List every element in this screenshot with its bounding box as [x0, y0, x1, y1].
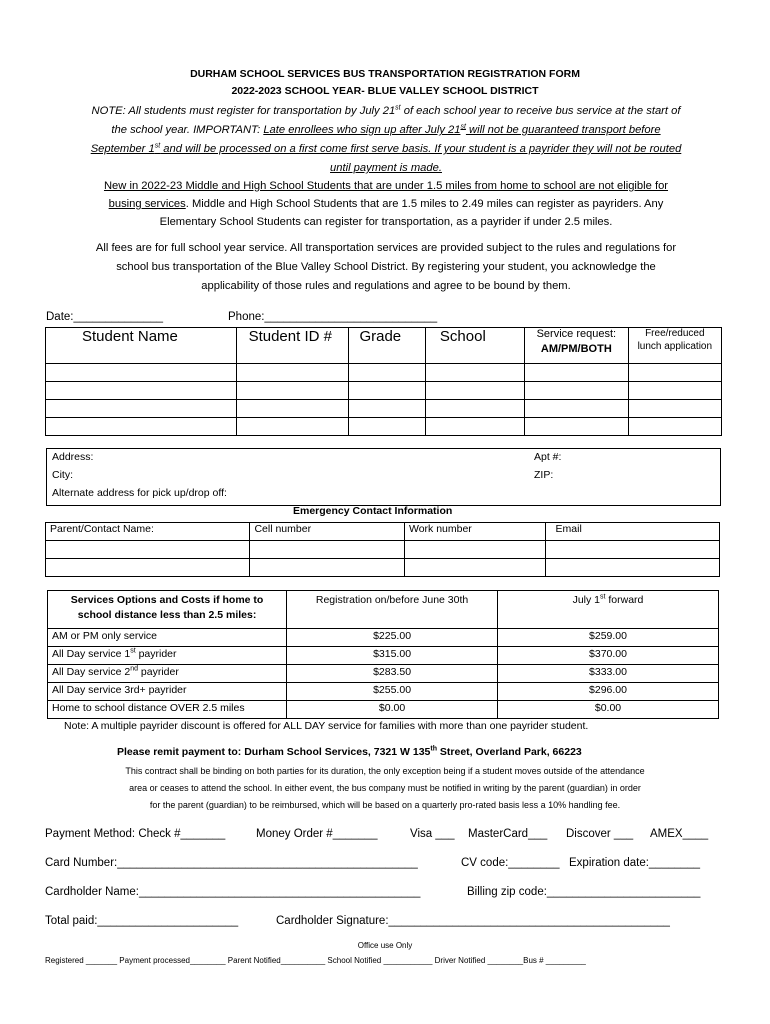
- service-name: Home to school distance OVER 2.5 miles: [48, 701, 287, 719]
- city-label: City:: [52, 469, 73, 481]
- check-number-field[interactable]: Payment Method: Check #_______: [45, 828, 226, 840]
- zip-label: ZIP:: [534, 469, 554, 481]
- services-options-header: Services Options and Costs if home to school distance less than 2.5 miles:: [48, 591, 287, 629]
- cv-code-field[interactable]: CV code:________: [461, 857, 560, 869]
- service-cost-early: $0.00: [287, 701, 498, 719]
- office-use-line: Registered _______ Payment processed________ Parent Notified__________ School Notified ___________ Driver Notified ________Bus # _________: [45, 956, 586, 965]
- mastercard-checkbox[interactable]: MasterCard___: [468, 828, 548, 840]
- student-row[interactable]: [46, 364, 722, 382]
- fees-line-2: school bus transportation of the Blue Valley School District. By registering your student, you acknowledge the: [116, 261, 656, 273]
- money-order-field[interactable]: Money Order #_______: [256, 828, 378, 840]
- service-name: AM or PM only service: [48, 629, 287, 647]
- note-line-1: NOTE: All students must register for transportation by July 21st of each school year to receive bus service at the start of: [91, 104, 681, 117]
- alternate-address-label: Alternate address for pick up/drop off:: [52, 487, 227, 499]
- service-row: [48, 629, 719, 647]
- fees-line-1: All fees are for full school year service. All transportation services are provided subject to the rules and regulations for: [95, 242, 677, 254]
- services-table: [47, 590, 719, 719]
- student-row[interactable]: [46, 400, 722, 418]
- service-cost-early: $225.00: [287, 629, 498, 647]
- service-cost-late: $333.00: [498, 665, 719, 683]
- date-field[interactable]: Date:______________: [46, 311, 164, 323]
- address-label: Address:: [52, 451, 94, 463]
- contract-line-2: area or ceases to attend the school. In either event, the bus company must be notified in writing by the parent (guardian) in order: [129, 783, 641, 793]
- expiration-date-field[interactable]: Expiration date:________: [569, 857, 701, 869]
- service-cost-late: $0.00: [498, 701, 719, 719]
- emergency-row[interactable]: [46, 541, 720, 559]
- apt-label: Apt #:: [534, 451, 562, 463]
- note-line-3: September 1st and will be processed on a first come first serve basis. If your student is a payrider they will not be routed: [90, 142, 682, 155]
- work-number-header: Work number: [404, 523, 545, 541]
- cell-number-header: Cell number: [250, 523, 405, 541]
- emergency-row[interactable]: [46, 559, 720, 577]
- emergency-contact-title: Emergency Contact Information: [293, 505, 453, 517]
- office-use-title: Office use Only: [357, 941, 413, 950]
- service-cost-early: $315.00: [287, 647, 498, 665]
- form-subtitle: 2022-2023 SCHOOL YEAR- BLUE VALLEY SCHOOL DISTRICT: [231, 85, 539, 97]
- student-name-header: Student Name: [46, 328, 237, 364]
- form-title: DURHAM SCHOOL SERVICES BUS TRANSPORTATION REGISTRATION FORM: [190, 68, 580, 80]
- service-cost-late: $259.00: [498, 629, 719, 647]
- school-header: School: [425, 328, 524, 364]
- card-number-field[interactable]: Card Number:_______________________________________________: [45, 857, 418, 869]
- contract-line-3: for the parent (guardian) to be reimbursed, which will be based on a quarterly pro-rated basis less a 10% handling fee.: [149, 800, 621, 810]
- service-cost-late: $296.00: [498, 683, 719, 701]
- note-line-2: the school year. IMPORTANT: Late enrollees who sign up after July 21st will not be guaranteed transport before: [111, 123, 661, 136]
- billing-zip-field[interactable]: Billing zip code:________________________: [467, 886, 701, 898]
- phone-field[interactable]: Phone:___________________________: [228, 311, 438, 323]
- remit-payment-line: Please remit payment to: Durham School Services, 7321 W 135th Street, Overland Park, 66223: [117, 745, 582, 758]
- service-row: [48, 647, 719, 665]
- amex-checkbox[interactable]: AMEX____: [650, 828, 709, 840]
- service-name: All Day service 2nd payrider: [48, 665, 287, 683]
- service-name: All Day service 3rd+ payrider: [48, 683, 287, 701]
- emergency-table: [45, 522, 720, 577]
- visa-checkbox[interactable]: Visa ___: [410, 828, 455, 840]
- student-table: [45, 327, 722, 436]
- service-cost-late: $370.00: [498, 647, 719, 665]
- service-cost-early: $255.00: [287, 683, 498, 701]
- service-row: [48, 683, 719, 701]
- total-paid-field[interactable]: Total paid:______________________: [45, 915, 239, 927]
- payrider-discount-note: Note: A multiple payrider discount is offered for ALL DAY service for families with more than one payrider student.: [64, 720, 589, 732]
- parent-contact-header: Parent/Contact Name:: [46, 523, 250, 541]
- new-policy-line-3: Elementary School Students can register for transportation, as a payrider if under 2.5 miles.: [159, 216, 613, 228]
- discover-checkbox[interactable]: Discover ___: [566, 828, 634, 840]
- note-line-4: until payment is made.: [330, 162, 442, 174]
- fees-line-3: applicability of those rules and regulations and agree to be bound by them.: [201, 280, 571, 292]
- registration-before-header: Registration on/before June 30th: [287, 591, 498, 629]
- service-request-header: Service request: AM/PM/BOTH: [525, 328, 629, 364]
- contract-line-1: This contract shall be binding on both parties for its duration, the only exception being if a student moves outside of the attendance: [125, 766, 645, 776]
- lunch-header: Free/reduced lunch application: [628, 328, 721, 364]
- student-row[interactable]: [46, 418, 722, 436]
- new-policy-line-1: New in 2022-23 Middle and High School Students that are under 1.5 miles from home to school are not eligible for: [103, 180, 669, 192]
- student-row[interactable]: [46, 382, 722, 400]
- cardholder-signature-field[interactable]: Cardholder Signature:____________________________________________: [276, 915, 670, 927]
- service-cost-early: $283.50: [287, 665, 498, 683]
- service-name: All Day service 1st payrider: [48, 647, 287, 665]
- student-id-header: Student ID #: [236, 328, 349, 364]
- new-policy-line-2: busing services. Middle and High School Students that are 1.5 miles to 2.49 miles can register as payriders. Any: [108, 198, 664, 210]
- service-row: [48, 701, 719, 719]
- july-forward-header: July 1st forward: [498, 591, 719, 629]
- cardholder-name-field[interactable]: Cardholder Name:____________________________________________: [45, 886, 421, 898]
- service-row: [48, 665, 719, 683]
- email-header: Email: [545, 523, 719, 541]
- grade-header: Grade: [349, 328, 425, 364]
